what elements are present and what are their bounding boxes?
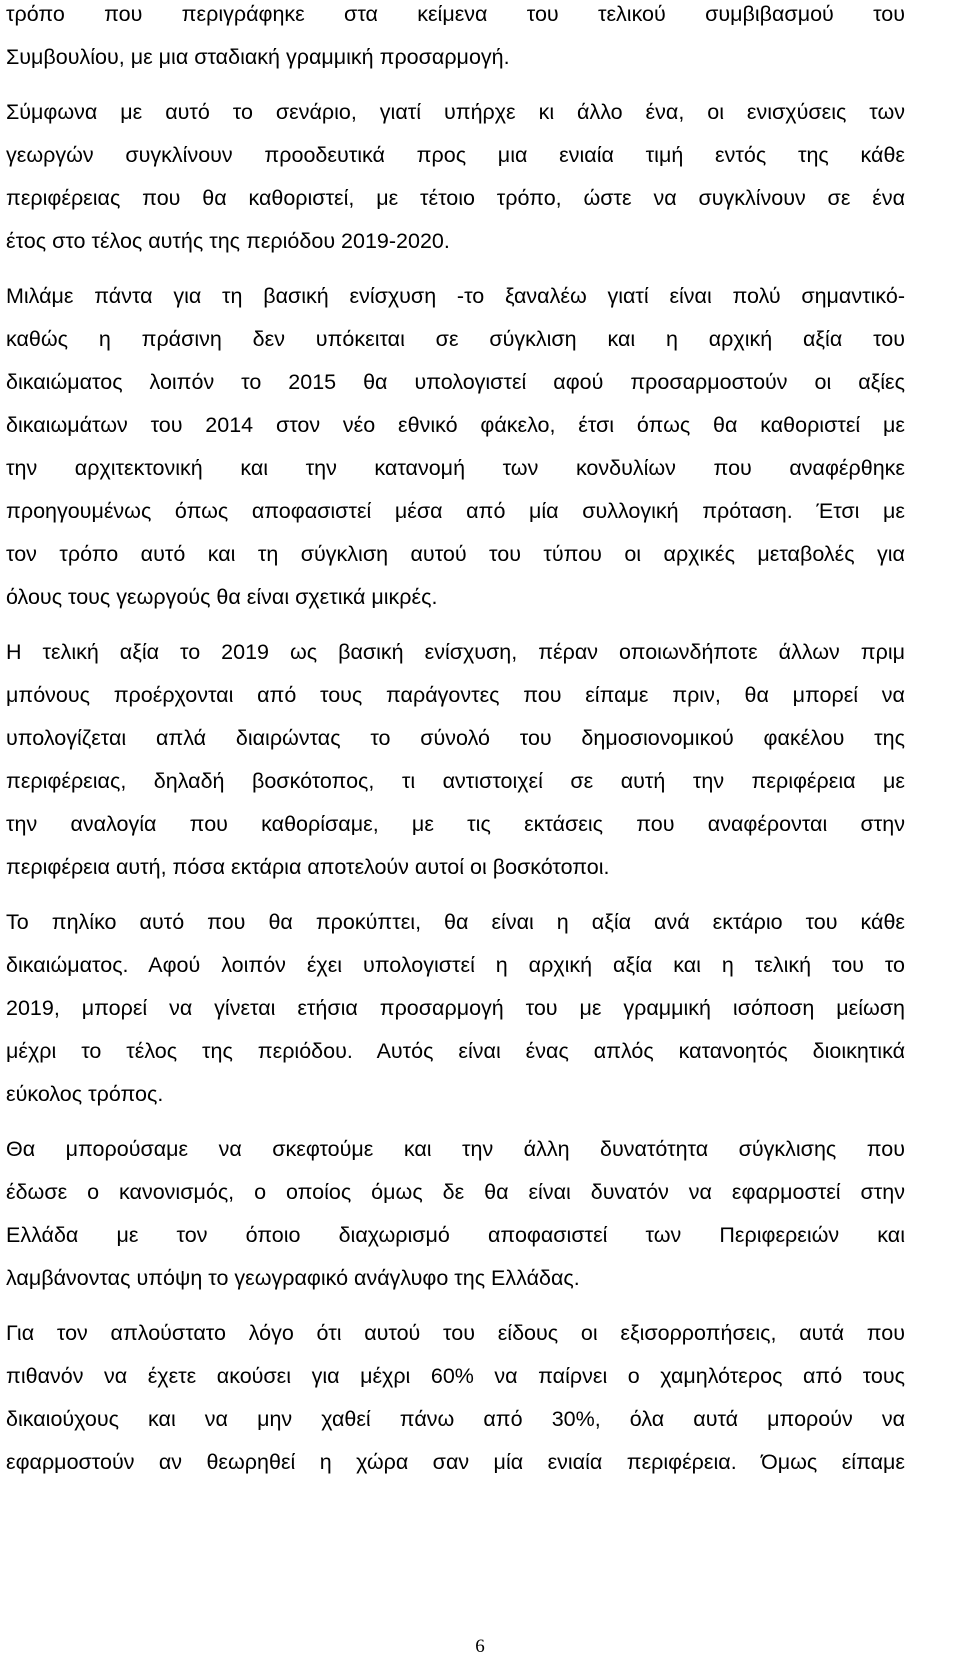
text-line: τρόπο που περιγράφηκε στα κείμενα του τελικού συμβιβασμού του [6, 2, 905, 26]
paragraph [6, 901, 905, 1116]
text-line: Η τελική αξία το 2019 ως βασική ενίσχυση, πέραν οποιωνδήποτε άλλων πριμ [6, 640, 905, 664]
text-line: Μιλάμε πάντα για τη βασική ενίσχυση -το ξαναλέω γιατί είναι πολύ σημαντικό- [6, 284, 905, 308]
text-line: περιφέρειας που θα καθοριστεί, με τέτοιο τρόπο, ώστε να συγκλίνουν σε ένα [6, 186, 905, 210]
text-line: δικαιώματος λοιπόν το 2015 θα υπολογιστεί αφού προσαρμοστούν οι αξίες [6, 370, 905, 394]
text-line: γεωργών συγκλίνουν προοδευτικά προς μια ενιαία τιμή εντός της κάθε [6, 143, 905, 167]
text-line: εύκολος τρόπος. [6, 1082, 164, 1106]
text-line: όλους τους γεωργούς θα είναι σχετικά μικρές. [6, 585, 438, 609]
page-number: 6 [475, 1636, 485, 1657]
text-line: καθώς η πράσινη δεν υπόκειται σε σύγκλιση και η αρχική αξία του [6, 327, 905, 351]
text-line: δικαιούχους και να μην χαθεί πάνω από 30%, όλα αυτά μπορούν να [6, 1407, 905, 1431]
text-line: υπολογίζεται απλά διαιρώντας το σύνολό του δημοσιονομικού φακέλου της [6, 726, 905, 750]
text-line: Θα μπορούσαμε να σκεφτούμε και την άλλη δυνατότητα σύγκλισης που [6, 1137, 905, 1161]
text-line: λαμβάνοντας υπόψη το γεωγραφικό ανάγλυφο της Ελλάδας. [6, 1266, 580, 1290]
text-line: μέχρι το τέλος της περιόδου. Αυτός είναι ένας απλός κατανοητός διοικητικά [6, 1039, 905, 1063]
text-line: έτος στο τέλος αυτής της περιόδου 2019-2020. [6, 229, 450, 253]
paragraph [6, 0, 905, 79]
text-line: περιφέρειας, δηλαδή βοσκότοπος, τι αντιστοιχεί σε αυτή την περιφέρεια με [6, 769, 905, 793]
text-line: Σύμφωνα με αυτό το σενάριο, γιατί υπήρχε κι άλλο ένα, οι ενισχύσεις των [6, 100, 905, 124]
text-line: περιφέρεια αυτή, πόσα εκτάρια αποτελούν αυτοί οι βοσκότοποι. [6, 855, 610, 879]
text-line: Το πηλίκο αυτό που θα προκύπτει, θα είναι η αξία ανά εκτάριο του κάθε [6, 910, 905, 934]
text-line: δικαιώματος. Αφού λοιπόν έχει υπολογιστεί η αρχική αξία και η τελική του το [6, 953, 905, 977]
paragraph [6, 275, 905, 619]
text-line: μπόνους προέρχονται από τους παράγοντες που είπαμε πριν, θα μπορεί να [6, 683, 905, 707]
text-line: τον τρόπο αυτό και τη σύγκλιση αυτού του τύπου οι αρχικές μεταβολές για [6, 542, 905, 566]
paragraph [6, 1312, 905, 1484]
text-line: εφαρμοστούν αν θεωρηθεί η χώρα σαν μία ενιαία περιφέρεια. Όμως είπαμε [6, 1450, 905, 1474]
paragraph [6, 1128, 905, 1300]
text-line: Συμβουλίου, με μια σταδιακή γραμμική προσαρμογή. [6, 45, 510, 69]
text-line: 2019, μπορεί να γίνεται ετήσια προσαρμογή του με γραμμική ισόποση μείωση [6, 996, 905, 1020]
paragraph [6, 631, 905, 889]
text-line: έδωσε ο κανονισμός, ο οποίος όμως δε θα είναι δυνατόν να εφαρμοστεί στην [6, 1180, 905, 1204]
text-line: δικαιωμάτων του 2014 στον νέο εθνικό φάκελο, έτσι όπως θα καθοριστεί με [6, 413, 905, 437]
document-body [6, 0, 905, 1496]
text-line: Ελλάδα με τον όποιο διαχωρισμό αποφασιστεί των Περιφερειών και [6, 1223, 905, 1247]
text-line: προηγουμένως όπως αποφασιστεί μέσα από μία συλλογική πρόταση. Έτσι με [6, 499, 905, 523]
text-line: την αναλογία που καθορίσαμε, με τις εκτάσεις που αναφέρονται στην [6, 812, 905, 836]
text-line: την αρχιτεκτονική και την κατανομή των κονδυλίων που αναφέρθηκε [6, 456, 905, 480]
text-line: Για τον απλούστατο λόγο ότι αυτού του είδους οι εξισορροπήσεις, αυτά που [6, 1321, 905, 1345]
text-line: πιθανόν να έχετε ακούσει για μέχρι 60% να παίρνει ο χαμηλότερος από τους [6, 1364, 905, 1388]
paragraph [6, 91, 905, 263]
